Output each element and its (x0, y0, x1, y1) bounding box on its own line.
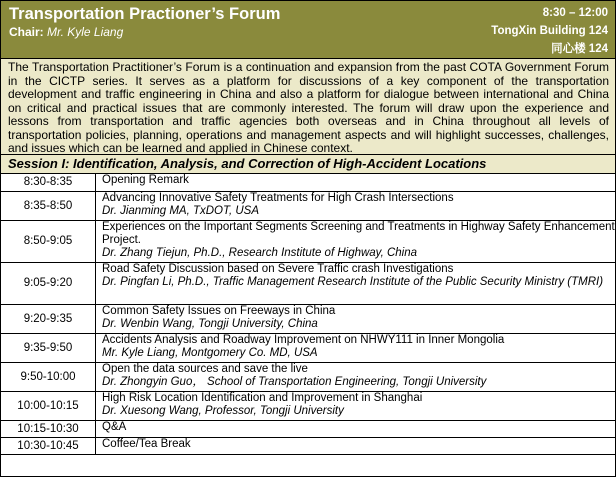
talk-title: Open the data sources and save the live (102, 362, 308, 375)
schedule-row (1, 262, 615, 304)
forum-title: Transportation Practioner’s Forum (9, 5, 281, 23)
schedule-row (1, 220, 615, 262)
row-topic (96, 420, 616, 437)
row-topic (96, 262, 616, 304)
speaker: Dr. Zhang Tiejun, Ph.D., Research Institute of Highway, China (102, 246, 418, 259)
row-time: 8:30-8:35 (1, 174, 96, 191)
row-time: 9:05-9:20 (1, 262, 96, 304)
row-time: 8:35-8:50 (1, 191, 96, 220)
row-topic (96, 391, 616, 420)
forum-header (1, 1, 615, 59)
row-topic (96, 220, 616, 262)
talk-title: Coffee/Tea Break (102, 437, 191, 450)
session-title: Session I: Identification, Analysis, and Correction of High-Accident Locations (1, 155, 615, 174)
schedule-row (1, 333, 615, 362)
talk-title: Advancing Innovative Safety Treatments for High Crash Intersections (102, 191, 454, 204)
talk-title: Opening Remark (102, 174, 189, 186)
schedule-row (1, 174, 615, 191)
schedule-row (1, 304, 615, 333)
schedule-row (1, 437, 615, 454)
row-topic (96, 362, 616, 391)
row-time: 10:00-10:15 (1, 391, 96, 420)
speaker: Dr. Pingfan Li, Ph.D., Traffic Management Research Institute of the Public Security Ministry (TMRI) (102, 275, 604, 288)
schedule-row (1, 391, 615, 420)
row-topic (96, 191, 616, 220)
talk-title: Common Safety Issues on Freeways in China (102, 304, 336, 317)
row-topic (96, 333, 616, 362)
forum-time: 8:30 – 12:00 (542, 7, 608, 19)
chair-line (9, 25, 123, 39)
speaker: Mr. Kyle Liang, Montgomery Co. MD, USA (102, 346, 318, 359)
schedule-table (1, 174, 615, 455)
schedule-row (1, 362, 615, 391)
chair-label: Chair: (9, 25, 44, 39)
row-time: 9:35-9:50 (1, 333, 96, 362)
talk-title: Q&A (102, 420, 127, 433)
row-topic (96, 304, 616, 333)
speaker: Dr. Wenbin Wang, Tongji University, China (102, 317, 318, 330)
venue-chinese: 同心楼 124 (551, 43, 608, 55)
row-topic (96, 174, 616, 191)
speaker: Dr. Zhongyin Guo， School of Transportation Engineering, Tongji University (102, 375, 487, 388)
chair-name: Mr. Kyle Liang (47, 25, 124, 39)
talk-title: High Risk Location Identification and Improvement in Shanghai (102, 391, 423, 404)
forum-description: The Transportation Practitioner’s Forum is a continuation and expansion from the past COTA Government Forum in the CICTP series. It serves as a platform for discussions of a key component of the transportation development and traffic engineering in China and also a platform for dialogue between international and China on critical and practical issues that are commonly interested. The forum will draw upon the experience and lessons from transportation and traffic agencies both overseas and in China throughout all levels of transportation policies, planning, operations and management aspects and will highlight successes, challenges, and issues which can be learned and applied in Chinese context. (1, 59, 615, 155)
row-time: 9:50-10:00 (1, 362, 96, 391)
row-topic (96, 437, 616, 454)
venue-english: TongXin Building 124 (491, 25, 608, 37)
row-time: 10:15-10:30 (1, 420, 96, 437)
speaker: Dr. Jianming MA, TxDOT, USA (102, 204, 259, 217)
forum-time-venue (491, 4, 608, 58)
row-time: 8:50-9:05 (1, 220, 96, 262)
talk-title: Road Safety Discussion based on Severe Traffic crash Investigations (102, 262, 454, 275)
schedule-row (1, 420, 615, 437)
talk-title: Accidents Analysis and Roadway Improvement on NHWY111 in Inner Mongolia (102, 333, 505, 346)
schedule-row (1, 191, 615, 220)
speaker: Dr. Xuesong Wang, Professor, Tongji University (102, 404, 344, 417)
row-time: 10:30-10:45 (1, 437, 96, 454)
row-time: 9:20-9:35 (1, 304, 96, 333)
talk-title: Experiences on the Important Segments Screening and Treatments in Highway Safety Enhancement Project. (102, 220, 615, 246)
